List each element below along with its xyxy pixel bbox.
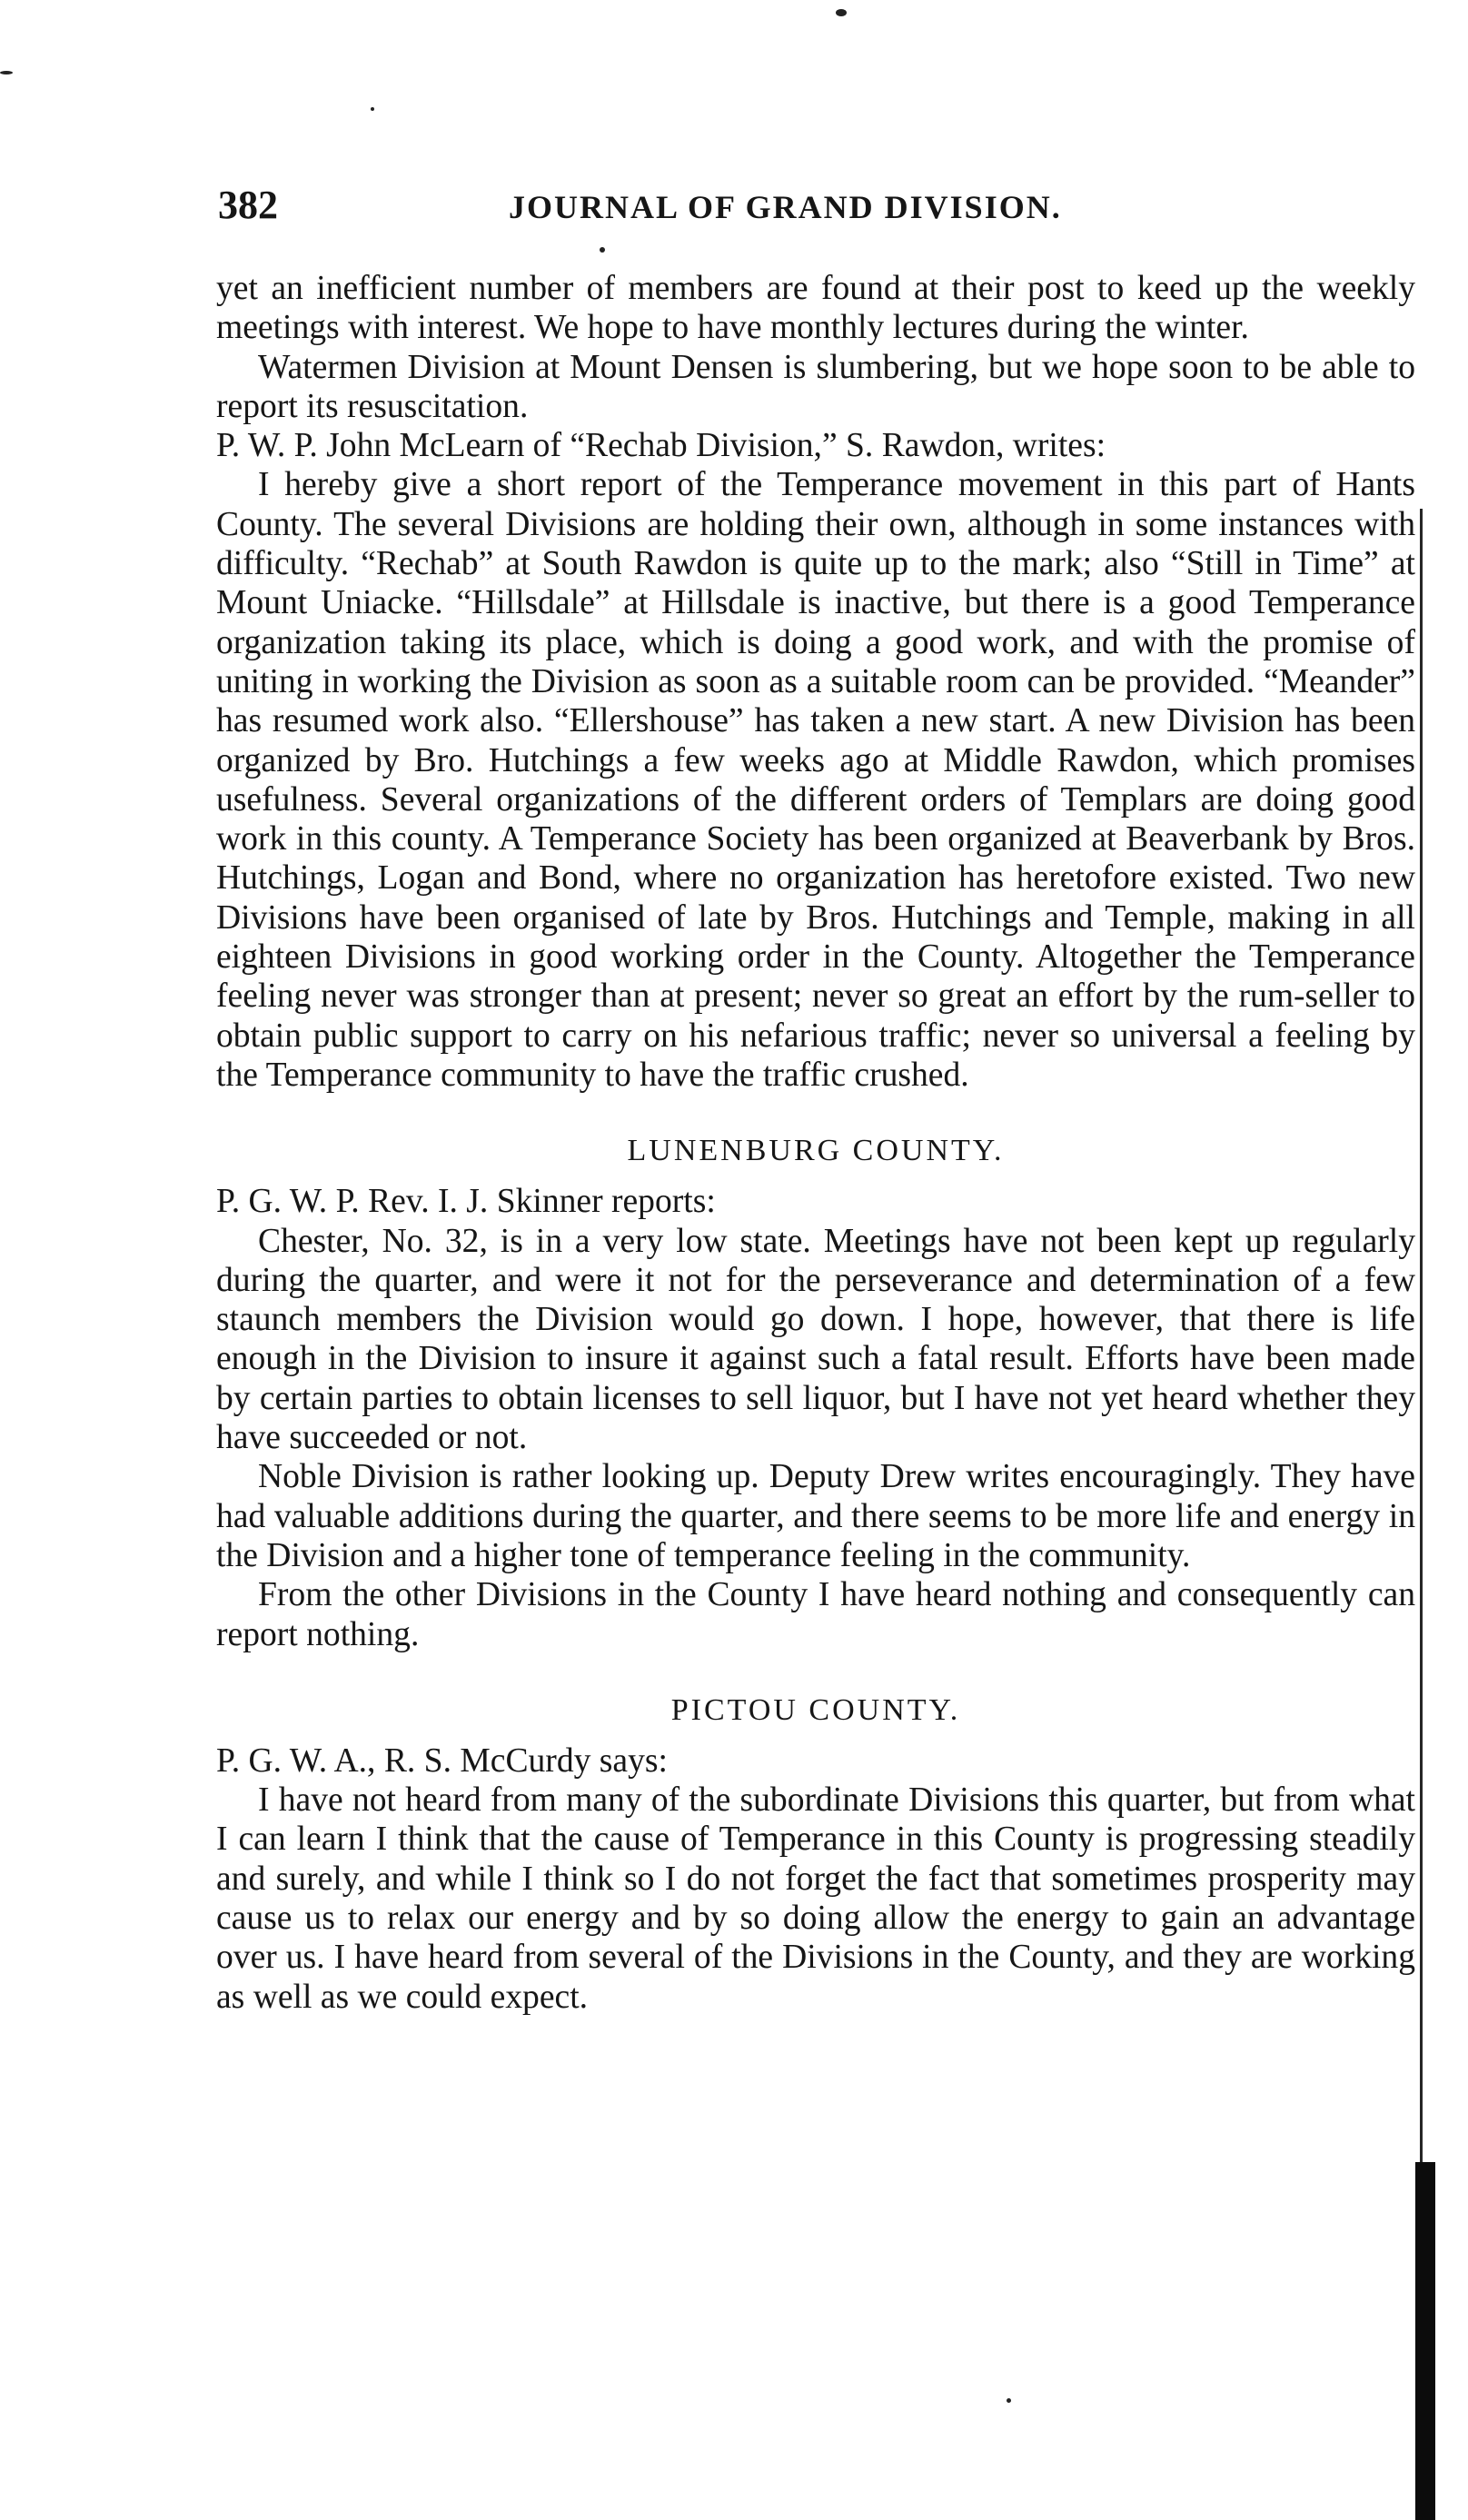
section-heading-pictou: PICTOU COUNTY. <box>670 1692 961 1727</box>
ink-speck <box>0 71 13 74</box>
paragraph-pictou-report: I have not heard from many of the subordinate Divisions this quarter, but from what I can learn I think that the cause of Temperance in this County is progressing steadily and surely, and while I think so I do not forget the fact that sometimes prosperity may cause us to relax our energy and by so doing allow the energy to gain an advantage over us. I have heard from several of the Divisions in the County, and they are working as well as we could expect. <box>216 1781 1415 2016</box>
paragraph-noble: Noble Division is rather looking up. Deputy Drew writes encouragingly. They have had valuable additions during the quarter, and there seems to be more life and energy in the Division and a higher tone of temperance feeling in the community. <box>216 1458 1415 1574</box>
ink-speck <box>371 107 374 111</box>
binding-shadow <box>1415 2162 1435 2520</box>
paragraph-hants-report: I hereby give a short report of the Temperance movement in this part of Hants County. The several Divisions are holding their own, although in some instances with difficulty. “Rechab” at South Rawdon is quite up to the mark; also “Still in Time” at Mount Uniacke. “Hillsdale” at Hillsdale is inactive, but there is a good Temperance organization taking its place, which is doing a good work, and with the promise of uniting in working the Division as soon as a suitable room can be provided. “Meander” has resumed work also. “Ellershouse” has taken a new start. A new Division has been organized by Bro. Hutchings a few weeks ago at Middle Rawdon, which promises usefulness. Several organizations of the different orders of Templars are doing good work in this county. A Temperance Society has been organized at Beaverbank by Bros. Hutchings, Logan and Bond, where no organization has heretofore existed. Two new Divisions have been organised of late by Bros. Hutchings and Temple, making in all eighteen Divisions in good working order in the County. Altogether the Temperance feeling never was stronger than at present; never so great an effort by the rum-seller to obtain public support to carry on his nefarious traffic; never so universal a feeling by the Temperance community to have the traffic crushed. <box>216 466 1415 1094</box>
page-header <box>218 178 1308 233</box>
ink-speck <box>600 247 605 253</box>
paragraph-other-divisions: From the other Divisions in the County I have heard nothing and consequently can report nothing. <box>216 1576 1415 1653</box>
page-number: 382 <box>218 183 278 227</box>
paragraph-chester: Chester, No. 32, is in a very low state. Meetings have not been kept up regularly during the quarter, and were it not for the perseverance and determination of a few staunch members the Division would go down. I hope, however, that there is life enough in the Division to insure it against such a fatal result. Efforts have been made by certain parties to obtain licenses to sell liquor, but I have not yet heard whether they have succeeded or not. <box>216 1222 1415 1457</box>
section-heading-lunenburg: LUNENBURG COUNTY. <box>627 1134 1005 1168</box>
ink-speck <box>836 9 847 16</box>
article-body <box>216 269 1415 2017</box>
byline-skinner: P. G. W. P. Rev. I. J. Skinner reports: <box>216 1183 716 1221</box>
ink-speck <box>1007 2398 1011 2403</box>
byline-mccurdy: P. G. W. A., R. S. McCurdy says: <box>216 1741 668 1780</box>
running-title: JOURNAL OF GRAND DIVISION. <box>509 189 1062 225</box>
paragraph-watermen: Watermen Division at Mount Densen is slumbering, but we hope soon to be able to report its resuscitation. <box>216 348 1415 425</box>
byline-rawdon: P. W. P. John McLearn of “Rechab Division,” S. Rawdon, writes: <box>216 427 1106 465</box>
binding-shadow-line <box>1420 509 1423 2162</box>
paragraph-continued: yet an inefficient number of members are found at their post to keed up the weekly meetings with interest. We hope to have monthly lectures during the winter. <box>216 270 1415 347</box>
